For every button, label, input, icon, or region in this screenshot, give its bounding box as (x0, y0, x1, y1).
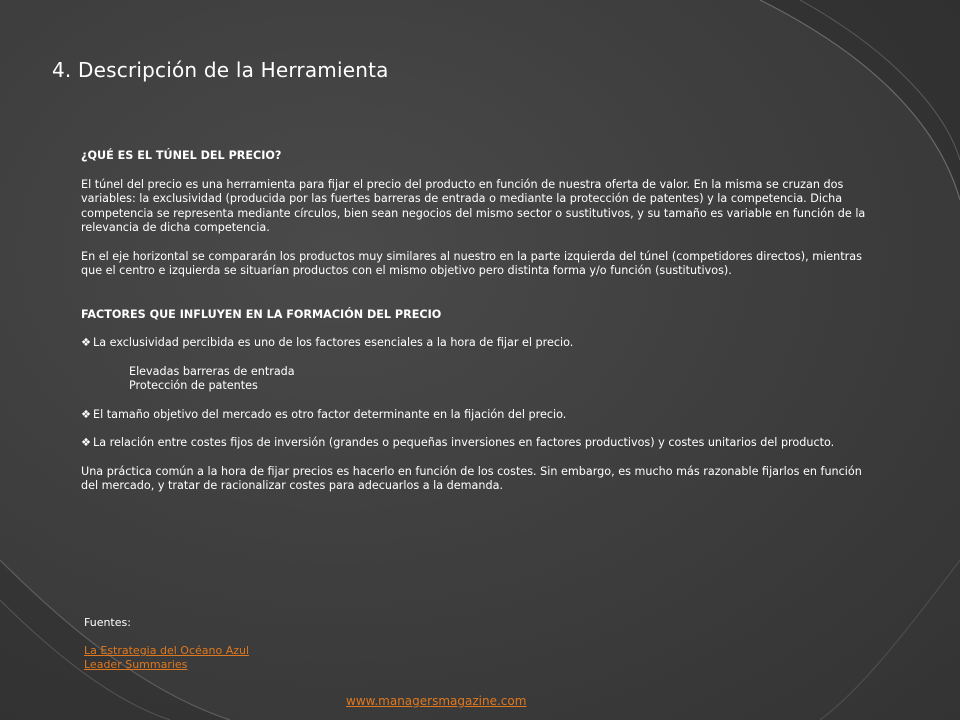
bullet-text: El tamaño objetivo del mercado es otro factor determinante en la fijación del precio. (93, 407, 567, 421)
bullet-text: La relación entre costes fijos de inversión (grandes o pequeñas inversiones en factores productivos) y costes unitarios del producto. (93, 436, 835, 449)
diamond-bullet-icon: ❖ (81, 336, 92, 349)
section-heading-factors: FACTORES QUE INFLUYEN EN LA FORMACIÓN DEL PRECIO (81, 307, 442, 321)
sub-item-patents: Protección de patentes (129, 379, 258, 392)
paragraph-horizontal-axis: En el eje horizontal se compararán los productos muy similares al nuestro en la parte izquierda del túnel (competidores directos), mientras que el centro e izquierda se situarían productos con el mismo objetivo pero distinta forma y/o función (sustitutivos). (81, 249, 862, 277)
bullet-exclusivity (81, 336, 871, 351)
bullet-text: La exclusividad percibida es uno de los factores esenciales a la hora de fijar el precio. (93, 336, 574, 349)
sources-block (84, 616, 249, 672)
diamond-bullet-icon: ❖ (81, 407, 92, 421)
bullet-costs (81, 436, 871, 451)
paragraph-definition: El túnel del precio es una herramienta para fijar el precio del producto en función de nuestra oferta de valor. En la misma se cruzan dos variables: la exclusividad (producida por las fuertes barreras de entrada o mediante la protección de patentes) y la competencia. Dicha competencia se representa mediante círculos, bien sean negocios del mismo sector o sustitutivos, y su tamaño es variable en función de la relevancia de dicha competencia. (81, 177, 866, 234)
footer-website-link[interactable]: www.managersmagazine.com (346, 694, 527, 708)
bullet-market-size (81, 408, 871, 423)
source-link-blue-ocean[interactable]: La Estrategia del Océano Azul (84, 644, 250, 657)
paragraph-pricing-practice: Una práctica común a la hora de fijar precios es hacerlo en función de los costes. Sin embargo, es mucho más razonable fijarlos en función del mercado, y tratar de racionalizar costes para adecuarlos a la demanda. (81, 464, 862, 492)
sub-item-entry-barriers: Elevadas barreras de entrada (129, 364, 295, 378)
sources-label: Fuentes: (84, 616, 131, 629)
section-heading-what-is: ¿QUÉ ES EL TÚNEL DEL PRECIO? (81, 149, 282, 162)
diamond-bullet-icon: ❖ (81, 436, 92, 449)
slide-title: 4. Descripción de la Herramienta (52, 58, 389, 82)
slide-body (81, 149, 871, 494)
source-link-leader-summaries[interactable]: Leader Summaries (84, 658, 188, 671)
